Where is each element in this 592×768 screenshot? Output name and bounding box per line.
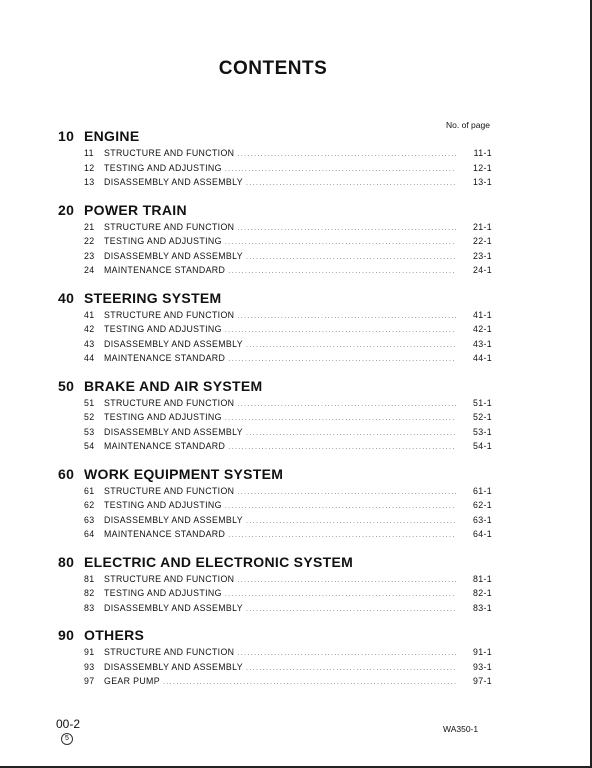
entry-page: 53-1	[472, 426, 492, 437]
entry-page: 23-1	[472, 250, 492, 261]
footer-model: WA350-1	[443, 724, 479, 734]
section-20	[58, 201, 492, 278]
toc-entry	[58, 572, 492, 587]
toc-entry	[58, 601, 492, 616]
section-90	[58, 626, 492, 689]
section-60	[58, 465, 492, 542]
toc-entry	[58, 586, 492, 601]
entry-page: 12-1	[472, 162, 492, 173]
entry-label: TESTING AND ADJUSTING	[104, 412, 222, 422]
entry-number: 81	[84, 573, 95, 584]
dot-leader	[225, 324, 456, 339]
entry-label: DISASSEMBLY AND ASSEMBLY	[104, 514, 243, 525]
toc-entry	[58, 484, 492, 499]
page-column-label: No. of page	[446, 120, 490, 130]
entry-page: 52-1	[472, 412, 492, 422]
entry-label: TESTING AND ADJUSTING	[104, 162, 222, 173]
toc-entry	[58, 161, 492, 176]
toc-entry	[58, 645, 492, 660]
entry-number: 91	[84, 647, 95, 657]
toc-entry	[58, 660, 492, 675]
entry-number: 12	[84, 162, 95, 173]
entry-number: 13	[84, 177, 95, 187]
toc-entry	[58, 674, 492, 689]
dot-leader	[246, 515, 456, 530]
entry-number: 22	[84, 236, 95, 246]
entry-label: MAINTENANCE STANDARD	[104, 529, 226, 539]
toc-entry	[58, 249, 492, 264]
dot-leader	[237, 574, 456, 589]
dot-leader	[228, 441, 456, 456]
dot-leader	[246, 603, 456, 618]
entry-page: 11-1	[473, 148, 492, 158]
toc-entry	[58, 513, 492, 528]
dot-leader	[237, 398, 456, 413]
section-heading	[58, 201, 492, 220]
dot-leader	[246, 339, 456, 354]
section-title: ELECTRIC AND ELECTRONIC SYSTEM	[84, 553, 354, 570]
entry-number: 83	[84, 602, 95, 613]
entry-page: 41-1	[472, 309, 492, 320]
entry-page: 21-1	[472, 221, 492, 232]
entry-page: 22-1	[472, 236, 492, 246]
dot-leader	[225, 236, 456, 251]
entry-page: 62-1	[472, 500, 492, 510]
entry-page: 83-1	[472, 602, 492, 613]
entry-number: 23	[84, 250, 95, 261]
entry-number: 21	[84, 221, 95, 232]
toc-entry	[58, 527, 492, 542]
section-number: 20	[58, 201, 75, 218]
entry-label: GEAR PUMP	[104, 676, 160, 686]
dot-leader	[225, 500, 456, 515]
dot-leader	[237, 647, 456, 662]
entry-number: 44	[84, 353, 95, 363]
entry-label: DISASSEMBLY AND ASSEMBLY	[104, 250, 243, 261]
entry-page: 63-1	[472, 514, 492, 525]
entry-page: 91-1	[472, 647, 492, 657]
dot-leader	[225, 412, 456, 427]
contents-list	[58, 127, 492, 689]
entry-label: STRUCTURE AND FUNCTION	[104, 309, 235, 320]
entry-number: 64	[84, 529, 95, 539]
toc-entry	[58, 308, 492, 323]
entry-number: 51	[84, 397, 95, 408]
section-title: POWER TRAIN	[84, 201, 187, 218]
entry-page: 81-1	[472, 573, 492, 584]
entry-page: 43-1	[472, 338, 492, 349]
entry-page: 97-1	[472, 676, 492, 686]
entry-label: MAINTENANCE STANDARD	[104, 265, 226, 275]
toc-entry	[58, 322, 492, 337]
section-title: WORK EQUIPMENT SYSTEM	[84, 465, 284, 482]
entry-label: STRUCTURE AND FUNCTION	[104, 148, 235, 158]
entry-number: 62	[84, 500, 95, 510]
dot-leader	[237, 486, 456, 501]
toc-entry	[58, 351, 492, 366]
entry-label: DISASSEMBLY AND ASSEMBLY	[104, 177, 243, 187]
entry-label: TESTING AND ADJUSTING	[104, 324, 222, 334]
entry-page: 13-1	[472, 177, 492, 187]
entry-label: MAINTENANCE STANDARD	[104, 441, 226, 451]
entry-page: 44-1	[472, 353, 492, 363]
entry-label: TESTING AND ADJUSTING	[104, 588, 222, 598]
entry-label: DISASSEMBLY AND ASSEMBLY	[104, 661, 243, 672]
entry-number: 24	[84, 265, 95, 275]
entry-number: 52	[84, 412, 95, 422]
section-heading	[58, 553, 492, 572]
dot-leader	[237, 148, 456, 163]
toc-entry	[58, 234, 492, 249]
toc-entry	[58, 337, 492, 352]
entry-label: TESTING AND ADJUSTING	[104, 500, 222, 510]
entry-label: STRUCTURE AND FUNCTION	[104, 221, 235, 232]
dot-leader	[246, 177, 456, 192]
entry-number: 54	[84, 441, 95, 451]
section-heading	[58, 465, 492, 484]
toc-entry	[58, 146, 492, 161]
entry-number: 61	[84, 485, 95, 496]
section-number: 60	[58, 465, 75, 482]
dot-leader	[163, 676, 456, 691]
toc-entry	[58, 439, 492, 454]
dot-leader	[228, 265, 456, 280]
toc-entry	[58, 498, 492, 513]
entry-label: STRUCTURE AND FUNCTION	[104, 647, 235, 657]
dot-leader	[246, 251, 456, 266]
entry-page: 54-1	[472, 441, 492, 451]
entry-number: 42	[84, 324, 95, 334]
section-title: ENGINE	[84, 128, 140, 144]
toc-entry	[58, 396, 492, 411]
section-40	[58, 289, 492, 366]
dot-leader	[246, 662, 456, 677]
section-80	[58, 553, 492, 616]
entry-label: MAINTENANCE STANDARD	[104, 353, 226, 363]
toc-entry	[58, 425, 492, 440]
page-title: CONTENTS	[218, 58, 328, 79]
section-10	[58, 127, 492, 190]
entry-label: DISASSEMBLY AND ASSEMBLY	[104, 602, 243, 613]
entry-number: 43	[84, 338, 95, 349]
entry-label: STRUCTURE AND FUNCTION	[104, 485, 235, 496]
dot-leader	[237, 222, 456, 237]
section-number: 10	[58, 128, 75, 144]
entry-label: DISASSEMBLY AND ASSEMBLY	[104, 338, 243, 349]
entry-number: 93	[84, 661, 95, 672]
section-number: 90	[58, 627, 75, 643]
entry-label: STRUCTURE AND FUNCTION	[104, 397, 235, 408]
toc-entry	[58, 410, 492, 425]
footer-page-number: 00-2	[56, 717, 81, 731]
entry-number: 82	[84, 588, 95, 598]
toc-entry	[58, 220, 492, 235]
entry-page: 42-1	[472, 324, 492, 334]
dot-leader	[237, 310, 456, 325]
entry-number: 41	[84, 309, 95, 320]
section-50	[58, 377, 492, 454]
entry-number: 97	[84, 676, 95, 686]
section-number: 50	[58, 377, 75, 394]
section-heading	[58, 377, 492, 396]
entry-label: STRUCTURE AND FUNCTION	[104, 573, 235, 584]
section-title: STEERING SYSTEM	[84, 289, 222, 306]
section-number: 80	[58, 553, 75, 570]
dot-leader	[228, 353, 456, 368]
toc-entry	[58, 175, 492, 190]
dot-leader	[225, 163, 456, 178]
entry-page: 61-1	[472, 485, 492, 496]
section-heading	[58, 127, 492, 146]
entry-label: TESTING AND ADJUSTING	[104, 236, 222, 246]
section-title: BRAKE AND AIR SYSTEM	[84, 377, 263, 394]
entry-number: 11	[84, 148, 94, 158]
entry-number: 63	[84, 514, 95, 525]
entry-page: 82-1	[472, 588, 492, 598]
entry-page: 51-1	[472, 397, 492, 408]
entry-number: 53	[84, 426, 95, 437]
toc-entry	[58, 263, 492, 278]
dot-leader	[228, 529, 456, 544]
dot-leader	[225, 588, 456, 603]
entry-page: 93-1	[472, 661, 492, 672]
revision-mark: 5	[61, 733, 73, 745]
section-heading	[58, 626, 492, 645]
entry-page: 64-1	[472, 529, 492, 539]
section-heading	[58, 289, 492, 308]
entry-page: 24-1	[472, 265, 492, 275]
dot-leader	[246, 427, 456, 442]
section-number: 40	[58, 289, 75, 306]
entry-label: DISASSEMBLY AND ASSEMBLY	[104, 426, 243, 437]
section-title: OTHERS	[84, 627, 145, 643]
